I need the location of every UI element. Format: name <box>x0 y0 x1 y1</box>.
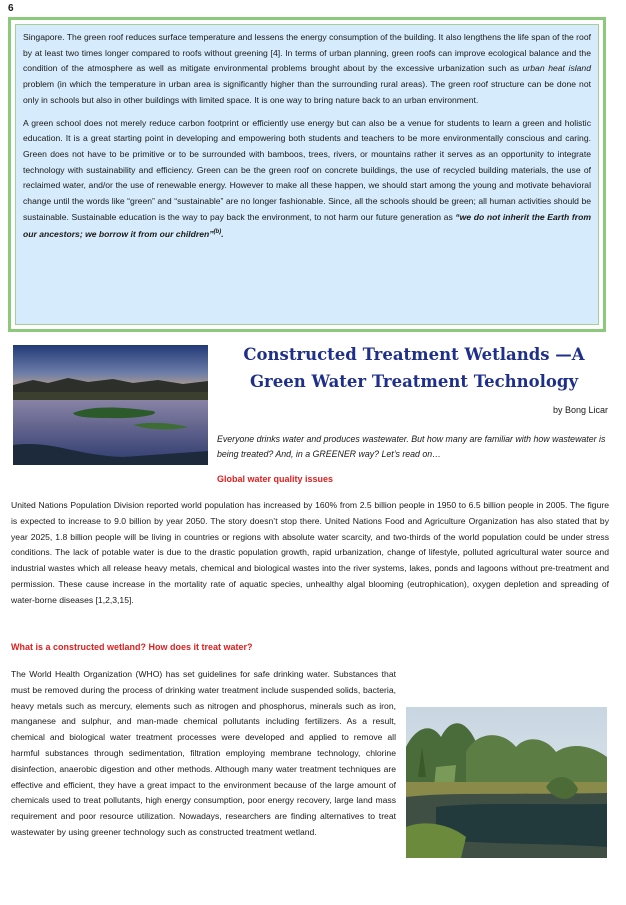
box-para1-end: problem (in which the temperature in urban area is significantly higher than the surrounding rural areas). The green roof structure can be done not only in schools but also in other buildings with limited space. It is one way to bring nature back to an urban environment. <box>23 79 591 105</box>
section-heading-water-quality: Global water quality issues <box>217 474 334 484</box>
constructed-wetland-photo <box>406 707 607 858</box>
box-paragraph-1 <box>23 30 591 109</box>
page-number: 6 <box>8 3 14 14</box>
article-intro: Everyone drinks water and produces wastewater. But how many are familiar with how wastewater is being treated? And, in a GREENER way? Let’s read on… <box>217 434 606 459</box>
paragraph-water-quality: United Nations Population Division reported world population has increased by 160% from 2.5 billion people in 1950 to 6.5 billion people in 2005. The figure is expected to increase to 9.0 billion by year 2050. The story doesn’t stop there. United Nations Food and Agriculture Organization has also stated that by year 2025, 1.8 billion people will be living in countries or regions with absolute water scarcity, and two-thirds of the world population could be under stress conditions. The lack of potable water is due to the drastic population growth, rapid urbanization, change of lifestyle, polluted agricultural water source and industrial wastes which all release heavy metals, chemical and biological wastes into the river systems, lakes, ponds and lagoons without pre-treatment and permission. These cause increase in the mortality rate of aquatic species, unhealthy algal blooming (eutrophication), oxygen depletion and spreading of water-borne diseases [1,2,3,15]. <box>11 500 609 605</box>
box-quote-end: . <box>221 229 224 240</box>
box-paragraph-2 <box>23 116 591 243</box>
box-para1-italic: urban heat island <box>522 63 591 74</box>
article-title: Constructed Treatment Wetlands —A Green Water Treatment Technology <box>243 345 585 391</box>
sidebar-box-inner <box>15 24 599 325</box>
box-para2-text: A green school does not merely reduce carbon footprint or efficiently use energy but can also be a venue for students to learn a green and holistic education. It is a great starting point in developing and empowering both students and teachers to be more environmentally conscious and caring. Green does not have to be primitive or to be surrounded with bamboos, trees, rivers, or mountains rather it serves as an opportunity to integrate technology with sustainability and efficiency. Green can be the green roof on concrete buildings, the use of recycled building materials, the use of reclaimed water, and/or the use of renewable energy. However to make all these happen, we should start among the young and motivate behavioral change until the words like “green” and “sustainable” are no longer fashionable. Since, all the schools should be green; all human activities should be sustainable. Sustainable education is the way to pay back the environment, to not harm our future generation as <box>23 117 591 222</box>
article-byline: by Bong Licar <box>552 405 608 415</box>
box-quote: “we do not inherit the Earth from our ancestors; we borrow it from our children” <box>23 211 591 240</box>
section-heading-constructed-wetland: What is a constructed wetland? How does it treat water? <box>11 642 253 652</box>
wetland-lake-photo <box>13 345 208 465</box>
box-quote-ref: (b) <box>213 229 222 236</box>
sidebar-box <box>8 17 606 332</box>
box-para1-text: Singapore. The green roof reduces surface temperature and lessens the energy consumption of the building. It also lengthens the life span of the roof by at least two times longer compared to roofs without greening [4]. In terms of urban planning, green roofs can improve ecological balance and the condition of the atmosphere as well as mitigate environmental problems brought about by the excessive urbanization such as <box>23 32 591 74</box>
paragraph-constructed-wetland-text: The World Health Organization (WHO) has set guidelines for safe drinking water. Substances that must be removed during the process of drinking water treatment include suspended solids, bacteria, heavy metals such as mercury, elements such as nitrogen and phosphorus, minerals such as iron, manganese and sulphur, and man-made chemical pollutants including fertilizers. As a result, chemical and biological water treatment processes were developed and applied to remove all harmful substances through sedimentation, filtration employing membrane technology, chlorine disinfection, anaerobic digestion and other methods. Although many water treatment techniques are effective and efficient, they have a great impact to the environment because of the large amount of chemicals used to treat pollutants, high energy consumption, poor energy recovery, large land mass requirement and poor resource utilization. Nowadays, researchers are finding alternatives to treat wastewater by using greener technology such as constructed treatment wetland. <box>11 669 396 837</box>
